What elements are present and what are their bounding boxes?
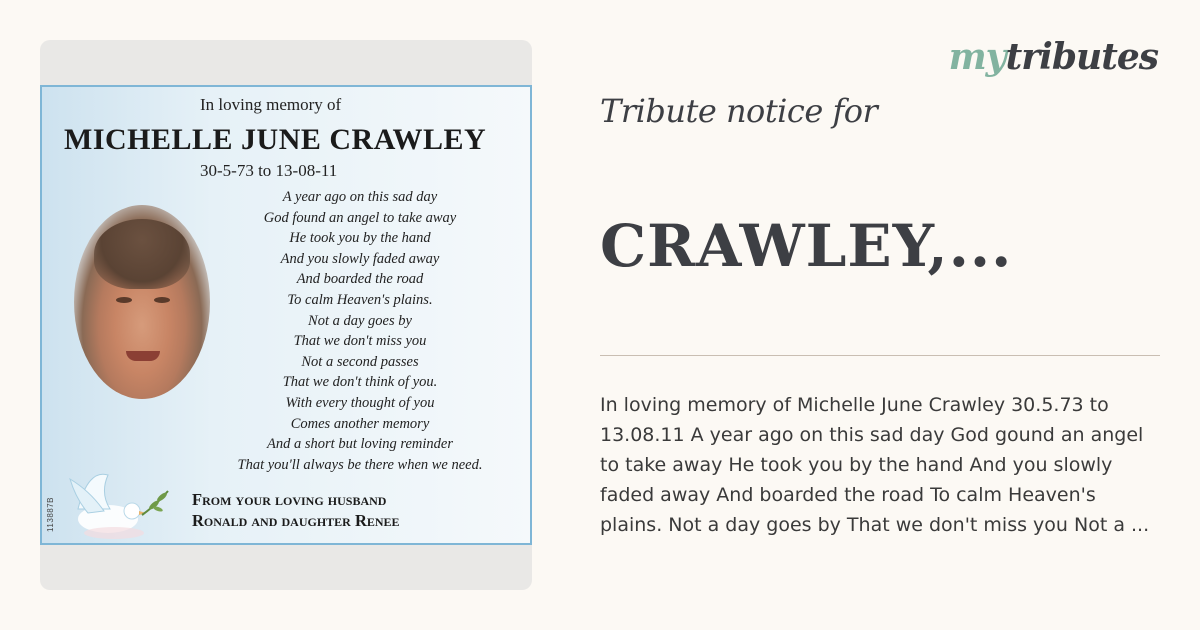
notice-image <box>40 85 532 545</box>
notice-poem <box>190 187 530 475</box>
divider <box>600 355 1160 356</box>
notice-card <box>40 40 532 590</box>
notice-reference: 113887B <box>46 497 55 532</box>
poem-line: And a short but loving reminder <box>267 436 453 453</box>
poem-line: To calm Heaven's plains. <box>287 291 433 308</box>
tribute-summary: In loving memory of Michelle June Crawley 30.5.73 to 13.08.11 A year ago on this sad day God gound an angel to take away He took you by the hand And you slowly faded away And boarded the road To calm Heaven's plains. Not a day goes by That we don't miss you Not a ... <box>600 394 1150 536</box>
poem-line: That we don't miss you <box>293 333 427 350</box>
page-title: CRAWLEY,... <box>600 212 1013 280</box>
portrait-eye-left <box>116 297 132 303</box>
notice-intro: In loving memory of <box>200 95 342 114</box>
logo-suffix: tributes <box>1005 36 1158 78</box>
portrait-eye-right <box>154 297 170 303</box>
poem-line: That we don't think of you. <box>282 374 438 391</box>
notice-name: MICHELLE JUNE CRAWLEY <box>64 123 487 156</box>
notice-dates: 30-5-73 to 13-08-11 <box>200 161 338 180</box>
poem-line: A year ago on this sad day <box>282 189 438 205</box>
portrait-hair <box>94 219 190 289</box>
poem-line: He took you by the hand <box>289 230 431 247</box>
poem-line: Not a day goes by <box>308 312 412 329</box>
dove-icon <box>68 469 172 543</box>
poem-line: And you slowly faded away <box>280 250 440 267</box>
poem-line: Not a second passes <box>301 353 419 370</box>
poem-line: And boarded the road <box>296 271 424 288</box>
portrait-mouth <box>126 351 160 361</box>
notice-signature <box>192 489 512 531</box>
poem-line: God found an angel to take away <box>263 209 457 226</box>
logo-prefix: my <box>948 36 1006 78</box>
page-subtitle: Tribute notice for <box>600 92 878 130</box>
signature-line-1: From your loving husband <box>192 490 387 509</box>
poem-line: With every thought of you <box>285 394 435 411</box>
poem-line: That you'll always be there when we need. <box>237 456 483 473</box>
signature-line-2: Ronald and daughter Renee <box>192 511 400 530</box>
poem-line: Comes another memory <box>290 415 430 432</box>
mytributes-logo[interactable] <box>949 36 1158 78</box>
